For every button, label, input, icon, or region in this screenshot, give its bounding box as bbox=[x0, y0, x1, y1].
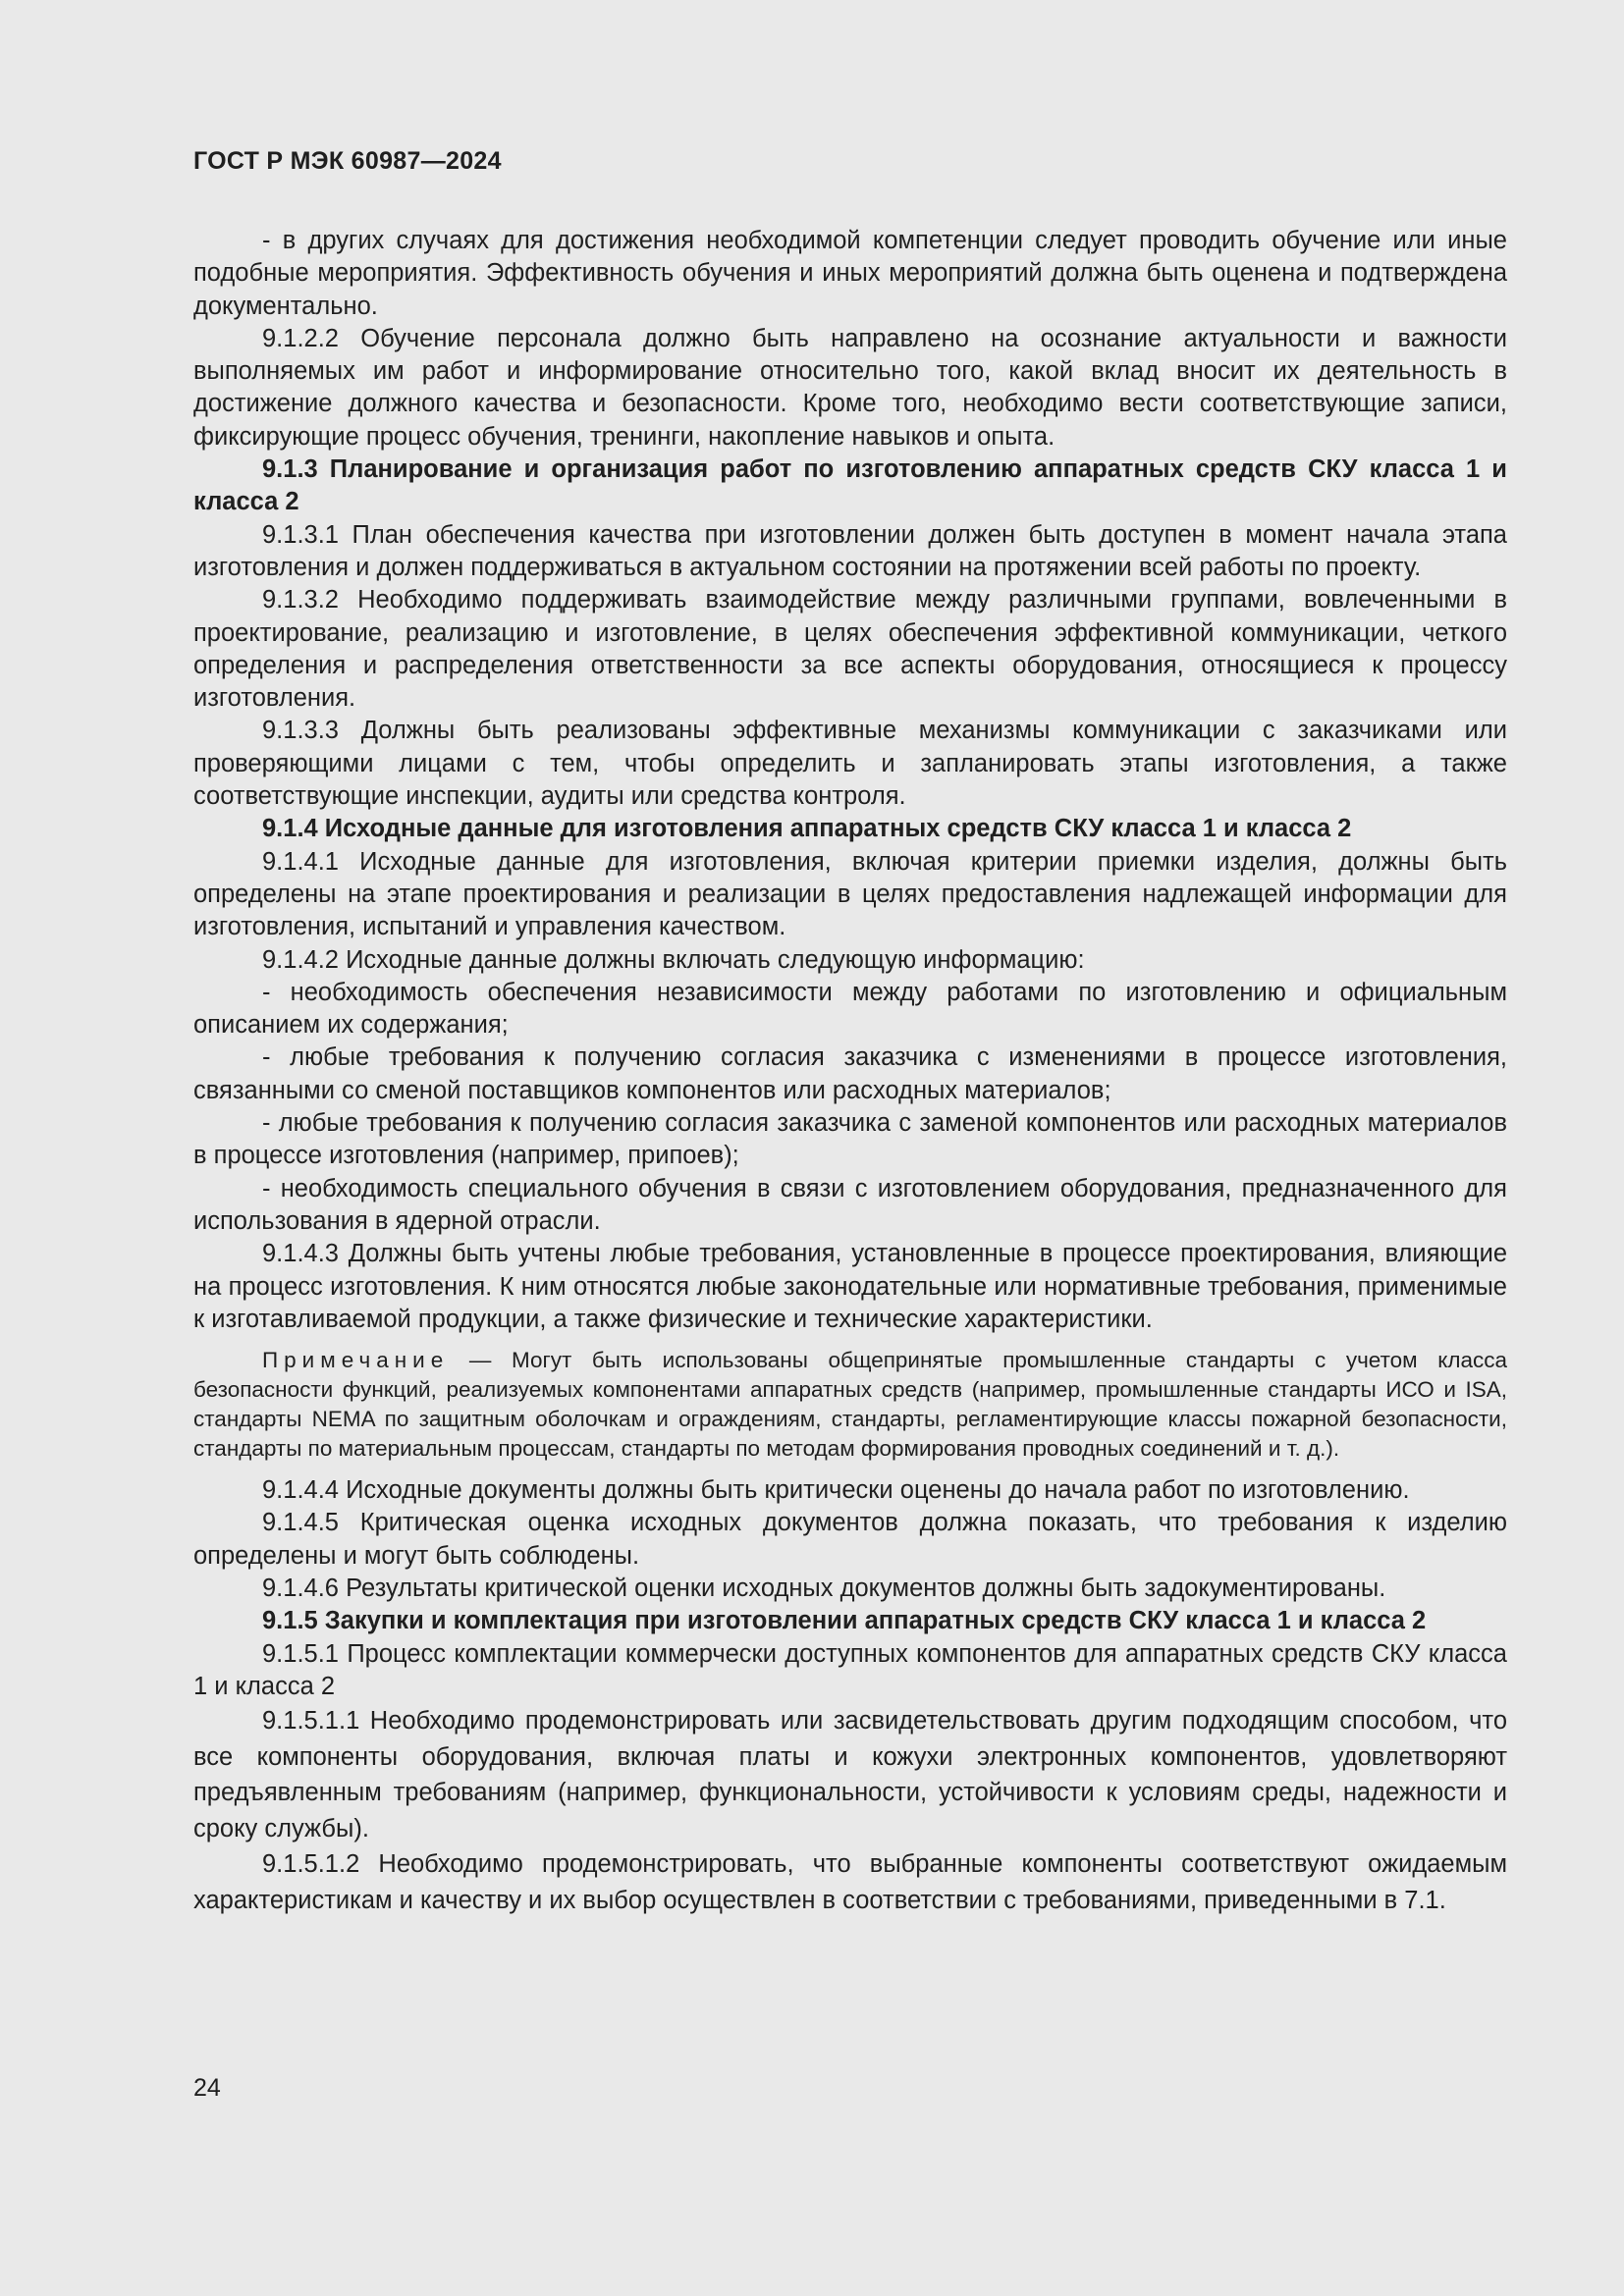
paragraph: 9.1.5.1.1 Необходимо продемонстрировать или засвидетельствовать другим подходящим способом, что все компоненты оборудования, включая платы и кожухи электронных компонентов, удовлетворяют предъявленным требованиям (например, функциональности, устойчивости к условиям среды, надежности и сроку службы). bbox=[193, 1707, 1507, 1842]
list-item: - необходимость специального обучения в связи с изготовлением оборудования, предназначенного для использования в ядерной отрасли. bbox=[193, 1174, 1507, 1235]
paragraph: 9.1.4.1 Исходные данные для изготовления, включая критерии приемки изделия, должны быть определены на этапе проектирования и реализации в целях предоставления надлежащей информации для изготовления, испытаний и управления качеством. bbox=[193, 847, 1507, 941]
document-body bbox=[193, 225, 1507, 1918]
paragraph: 9.1.4.2 Исходные данные должны включать следующую информацию: bbox=[262, 945, 1085, 974]
section-heading: 9.1.5 Закупки и комплектация при изготовлении аппаратных средств СКУ класса 1 и класса 2 bbox=[262, 1607, 1427, 1635]
list-item: - в других случаях для достижения необходимой компетенции следует проводить обучение или иные подобные мероприятия. Эффективность обучения и иных мероприятий должна быть оценена и подтверждена документально. bbox=[193, 227, 1507, 320]
paragraph: 9.1.4.6 Результаты критической оценки исходных документов должны быть задокументированы. bbox=[262, 1574, 1386, 1602]
paragraph: 9.1.4.5 Критическая оценка исходных документов должна показать, что требования к изделию определены и могут быть соблюдены. bbox=[193, 1509, 1507, 1570]
list-item: - любые требования к получению согласия заказчика с заменой компонентов или расходных материалов в процессе изготовления (например, припоев); bbox=[193, 1109, 1507, 1170]
note-text: — Могут быть использованы общепринятые промышленные стандарты с учетом класса безопасности функций, реализуемых компонентами аппаратных средств (например, промышленные стандарты ИСО и ISA, стандарты NEMA по защитным оболочкам и ограждениям, стандарты, регламентирующие классы пожарной безопасности, стандарты по материальным процессам, стандарты по методам формирования проводных соединений и т. д.). bbox=[193, 1348, 1507, 1462]
paragraph: 9.1.5.1 Процесс комплектации коммерчески доступных компонентов для аппаратных средств СКУ класса 1 и класса 2 bbox=[193, 1639, 1507, 1700]
list-item: - необходимость обеспечения независимости между работами по изготовлению и официальным описанием их содержания; bbox=[193, 978, 1507, 1040]
note-label: Примечание bbox=[262, 1348, 450, 1373]
paragraph: 9.1.4.4 Исходные документы должны быть критически оценены до начала работ по изготовлению. bbox=[262, 1476, 1410, 1505]
section-heading: 9.1.3 Планирование и организация работ по изготовлению аппаратных средств СКУ класса 1 и класса 2 bbox=[193, 455, 1507, 516]
paragraph: 9.1.4.3 Должны быть учтены любые требования, установленные в процессе проектирования, влияющие на процесс изготовления. К ним относятся любые законодательные или нормативные требования, применимые к изготавливаемой продукции, а также физические и технические характеристики. bbox=[193, 1240, 1507, 1333]
paragraph: 9.1.5.1.2 Необходимо продемонстрировать, что выбранные компоненты соответствуют ожидаемым характеристикам и качеству и их выбор осуществлен в соответствии с требованиями, приведенными в 7.1. bbox=[193, 1850, 1507, 1914]
section-heading: 9.1.4 Исходные данные для изготовления аппаратных средств СКУ класса 1 и класса 2 bbox=[262, 815, 1352, 843]
note bbox=[193, 1346, 1507, 1464]
paragraph: 9.1.3.2 Необходимо поддерживать взаимодействие между различными группами, вовлеченными в проектирование, реализацию и изготовление, в целях обеспечения эффективной коммуникации, четкого определения и распределения ответственности за все аспекты оборудования, относящиеся к процессу изготовления. bbox=[193, 586, 1507, 713]
document-header: ГОСТ Р МЭК 60987—2024 bbox=[193, 147, 502, 175]
page-number: 24 bbox=[193, 2074, 221, 2102]
list-item: - любые требования к получению согласия заказчика с изменениями в процессе изготовления, связанными со сменой поставщиков компонентов или расходных материалов; bbox=[193, 1043, 1507, 1104]
paragraph: 9.1.3.3 Должны быть реализованы эффективные механизмы коммуникации с заказчиками или проверяющими лицами с тем, чтобы определить и запланировать этапы изготовления, а также соответствующие инспекции, аудиты или средства контроля. bbox=[193, 717, 1507, 811]
paragraph: 9.1.2.2 Обучение персонала должно быть направлено на осознание актуальности и важности выполняемых им работ и информирование относительно того, какой вклад вносит их деятельность в достижение должного качества и безопасности. Кроме того, необходимо вести соответствующие записи, фиксирующие процесс обучения, тренинги, накопление навыков и опыта. bbox=[193, 324, 1507, 451]
paragraph: 9.1.3.1 План обеспечения качества при изготовлении должен быть доступен в момент начала этапа изготовления и должен поддерживаться в актуальном состоянии на протяжении всей работы по проекту. bbox=[193, 520, 1507, 581]
